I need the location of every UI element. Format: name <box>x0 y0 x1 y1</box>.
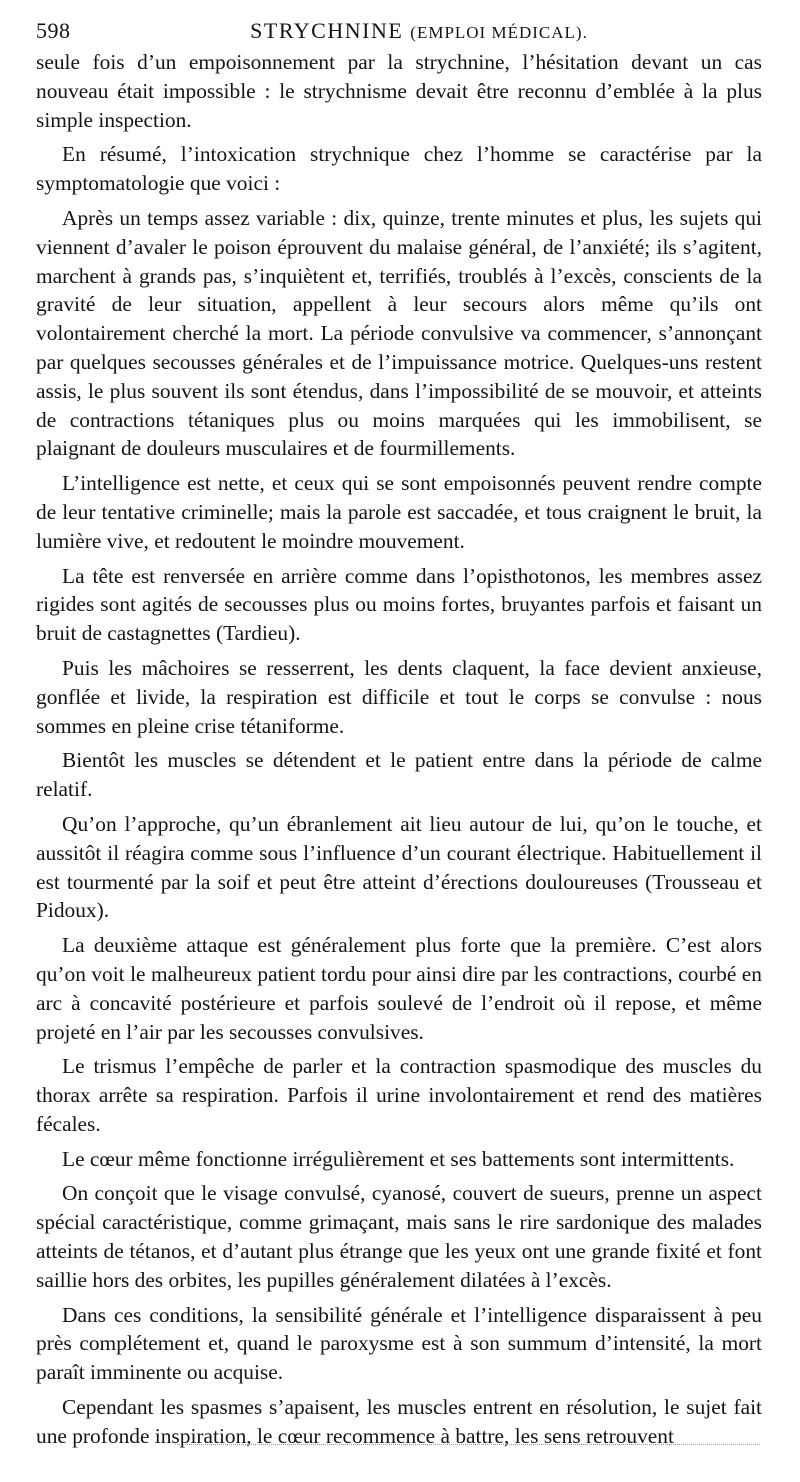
paragraph: On conçoit que le visage convulsé, cyanosé, couvert de sueurs, prenne un aspect spécial caractéristique, comme grimaçant, mais sans le rire sardonique des malades atteints de tétanos, et d’autant plus étrange que les yeux ont une grande fixité et font saillie hors des orbites, les pupilles généralement dilatées à l’excès. <box>36 1181 762 1292</box>
paragraph: Puis les mâchoires se resserrent, les dents claquent, la face devient anxieuse, gonflée et livide, la respiration est difficile et tout le corps se convulse : nous sommes en pleine crise tétaniforme. <box>36 655 762 738</box>
paragraph: Après un temps assez variable : dix, quinze, trente minutes et plus, les sujets qui viennent d’avaler le poison éprouvent du malaise général, de l’anxiété; ils s’agitent, marchent à grands pas, s’inquiètent et, terrifiés, troublés à l’excès, conscients de la gravité de leur situation, appellent à leur secours alors même qu’ils ont volontairement cherché la mort. La période convulsive va commencer, s’annonçant par quelques secousses générales et de l’impuissance motrice. Quelques-uns restent assis, le plus souvent ils sont étendus, dans l’impossibilité de se mouvoir, et atteints de contractions tétaniques plus ou moins marquées qui les immobilisent, se plaignant de douleurs musculaires et de fourmillements. <box>36 205 762 461</box>
body-text <box>36 48 762 1451</box>
paragraph: Qu’on l’approche, qu’un ébranlement ait lieu autour de lui, qu’on le touche, et aussitôt il réagira comme sous l’influence d’un courant électrique. Habituellement il est tourmenté par la soif et peut être atteint d’érections douloureuses (Trousseau et Pidoux). <box>36 811 762 923</box>
running-title-main: STRYCHNINE <box>250 18 404 43</box>
running-head <box>36 14 762 48</box>
running-title-subtitle: (EMPLOI MÉDICAL). <box>410 23 588 42</box>
paragraph: Le cœur même fonctionne irrégulièrement et ses battements sont intermittents. <box>62 1146 735 1171</box>
paragraph: Le trismus l’empêche de parler et la contraction spasmodique des muscles du thorax arrête sa respiration. Parfois il urine involontairement et rend des matières fécales. <box>36 1054 762 1136</box>
paragraph: La deuxième attaque est généralement plus forte que la première. C’est alors qu’on voit le malheureux patient tordu pour ainsi dire par les contractions, courbé en arc à concavité postérieure et parfois soulevé de l’endroit où il repose, et même projeté en l’air par les secousses convulsives. <box>36 933 762 1044</box>
paragraph: En résumé, l’intoxication strychnique chez l’homme se caractérise par la symptomatologie que voici : <box>36 142 762 196</box>
running-title <box>36 14 762 50</box>
paragraph: Cependant les spasmes s’apaisent, les muscles entrent en résolution, le sujet fait une profonde inspiration, le cœur recommence à battre, les sens retrouvent <box>36 1395 762 1448</box>
paragraph: Bientôt les muscles se détendent et le patient entre dans la période de calme relatif. <box>36 748 762 802</box>
bleed-through-rule <box>175 1444 760 1445</box>
paragraph: L’intelligence est nette, et ceux qui se sont empoisonnés peuvent rendre compte de leur tentative criminelle; mais la parole est saccadée, et tous craignent le bruit, la lumière vive, et redoutent le moindre mouvement. <box>36 471 762 553</box>
paragraph: Dans ces conditions, la sensibilité générale et l’intelligence disparaissent à peu près complétement et, quand le paroxysme est à son summum d’intensité, la mort paraît imminente ou acquise. <box>36 1302 762 1385</box>
page-number: 598 <box>36 18 71 43</box>
paragraph-continuation: seule fois d’un empoisonnement par la strychnine, l’hésitation devant un cas nouveau était impossible : le strychnisme devait être reconnu d’emblée à la plus simple inspection. <box>36 50 762 132</box>
paragraph: La tête est renversée en arrière comme dans l’opisthotonos, les membres assez rigides sont agités de secousses plus ou moins fortes, bruyantes parfois et faisant un bruit de castagnettes (Tardieu). <box>36 563 762 646</box>
